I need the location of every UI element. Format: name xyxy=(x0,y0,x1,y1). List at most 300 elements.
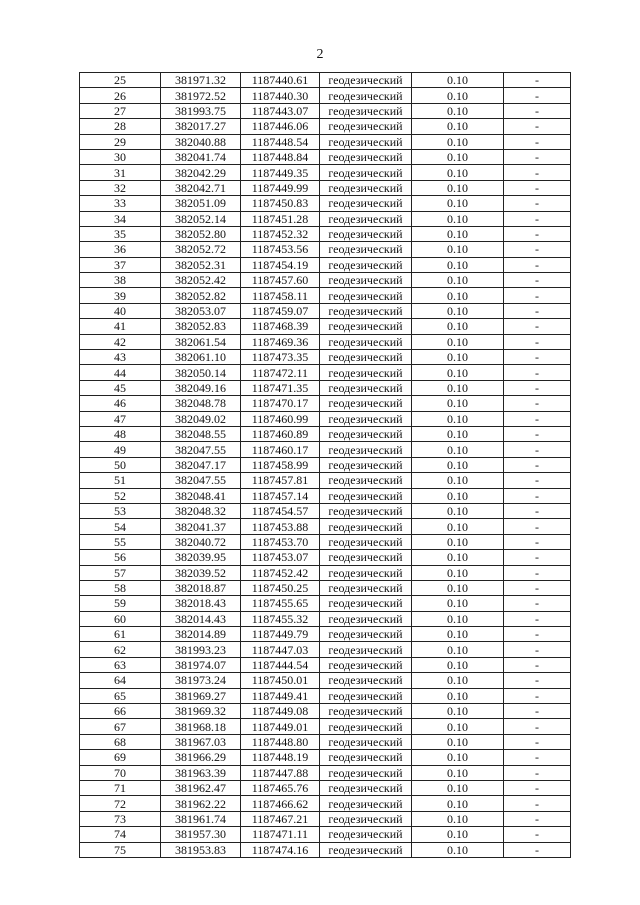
table-row xyxy=(80,565,571,580)
table-row xyxy=(80,750,571,765)
accuracy-cell: 0.10 xyxy=(412,273,504,288)
x-coordinate-cell: 382041.37 xyxy=(161,519,241,534)
table-row xyxy=(80,103,571,118)
method-cell: геодезический xyxy=(320,134,412,149)
table-row xyxy=(80,149,571,164)
accuracy-cell: 0.10 xyxy=(412,149,504,164)
y-coordinate-cell: 1187460.17 xyxy=(241,442,320,457)
method-cell: геодезический xyxy=(320,627,412,642)
accuracy-cell: 0.10 xyxy=(412,180,504,195)
accuracy-cell: 0.10 xyxy=(412,842,504,857)
table-row xyxy=(80,319,571,334)
accuracy-cell: 0.10 xyxy=(412,550,504,565)
x-coordinate-cell: 382052.80 xyxy=(161,226,241,241)
method-cell: геодезический xyxy=(320,442,412,457)
x-coordinate-cell: 382052.83 xyxy=(161,319,241,334)
y-coordinate-cell: 1187473.35 xyxy=(241,350,320,365)
method-cell: геодезический xyxy=(320,688,412,703)
table-row xyxy=(80,226,571,241)
table-row xyxy=(80,119,571,134)
table-row xyxy=(80,580,571,595)
accuracy-cell: 0.10 xyxy=(412,780,504,795)
y-coordinate-cell: 1187466.62 xyxy=(241,796,320,811)
method-cell: геодезический xyxy=(320,580,412,595)
method-cell: геодезический xyxy=(320,350,412,365)
x-coordinate-cell: 381967.03 xyxy=(161,734,241,749)
y-coordinate-cell: 1187449.01 xyxy=(241,719,320,734)
note-cell: - xyxy=(504,550,571,565)
method-cell: геодезический xyxy=(320,565,412,580)
accuracy-cell: 0.10 xyxy=(412,319,504,334)
table-row xyxy=(80,396,571,411)
y-coordinate-cell: 1187440.61 xyxy=(241,73,320,88)
y-coordinate-cell: 1187474.16 xyxy=(241,842,320,857)
table-row xyxy=(80,88,571,103)
table-row xyxy=(80,165,571,180)
point-number-cell: 52 xyxy=(80,488,161,503)
table-row xyxy=(80,642,571,657)
accuracy-cell: 0.10 xyxy=(412,596,504,611)
y-coordinate-cell: 1187457.81 xyxy=(241,473,320,488)
note-cell: - xyxy=(504,196,571,211)
note-cell: - xyxy=(504,103,571,118)
note-cell: - xyxy=(504,442,571,457)
y-coordinate-cell: 1187449.08 xyxy=(241,704,320,719)
point-number-cell: 31 xyxy=(80,165,161,180)
x-coordinate-cell: 382048.78 xyxy=(161,396,241,411)
x-coordinate-cell: 382048.41 xyxy=(161,488,241,503)
method-cell: геодезический xyxy=(320,827,412,842)
method-cell: геодезический xyxy=(320,673,412,688)
x-coordinate-cell: 382052.72 xyxy=(161,242,241,257)
y-coordinate-cell: 1187449.79 xyxy=(241,627,320,642)
table-row xyxy=(80,534,571,549)
accuracy-cell: 0.10 xyxy=(412,811,504,826)
x-coordinate-cell: 381972.52 xyxy=(161,88,241,103)
x-coordinate-cell: 381993.23 xyxy=(161,642,241,657)
x-coordinate-cell: 382047.17 xyxy=(161,457,241,472)
table-row xyxy=(80,719,571,734)
y-coordinate-cell: 1187469.36 xyxy=(241,334,320,349)
table-row xyxy=(80,411,571,426)
method-cell: геодезический xyxy=(320,780,412,795)
y-coordinate-cell: 1187453.88 xyxy=(241,519,320,534)
point-number-cell: 38 xyxy=(80,273,161,288)
table-row xyxy=(80,426,571,441)
x-coordinate-cell: 382040.72 xyxy=(161,534,241,549)
point-number-cell: 47 xyxy=(80,411,161,426)
accuracy-cell: 0.10 xyxy=(412,88,504,103)
accuracy-cell: 0.10 xyxy=(412,242,504,257)
point-number-cell: 60 xyxy=(80,611,161,626)
method-cell: геодезический xyxy=(320,88,412,103)
method-cell: геодезический xyxy=(320,180,412,195)
method-cell: геодезический xyxy=(320,103,412,118)
point-number-cell: 43 xyxy=(80,350,161,365)
accuracy-cell: 0.10 xyxy=(412,827,504,842)
x-coordinate-cell: 382018.87 xyxy=(161,580,241,595)
table-row xyxy=(80,211,571,226)
accuracy-cell: 0.10 xyxy=(412,196,504,211)
x-coordinate-cell: 382040.88 xyxy=(161,134,241,149)
note-cell: - xyxy=(504,319,571,334)
method-cell: геодезический xyxy=(320,734,412,749)
method-cell: геодезический xyxy=(320,534,412,549)
x-coordinate-cell: 381974.07 xyxy=(161,657,241,672)
table-row xyxy=(80,365,571,380)
point-number-cell: 32 xyxy=(80,180,161,195)
point-number-cell: 45 xyxy=(80,380,161,395)
y-coordinate-cell: 1187450.83 xyxy=(241,196,320,211)
accuracy-cell: 0.10 xyxy=(412,365,504,380)
point-number-cell: 64 xyxy=(80,673,161,688)
note-cell: - xyxy=(504,534,571,549)
y-coordinate-cell: 1187459.07 xyxy=(241,303,320,318)
point-number-cell: 26 xyxy=(80,88,161,103)
method-cell: геодезический xyxy=(320,380,412,395)
note-cell: - xyxy=(504,288,571,303)
x-coordinate-cell: 381962.22 xyxy=(161,796,241,811)
y-coordinate-cell: 1187453.56 xyxy=(241,242,320,257)
x-coordinate-cell: 382051.09 xyxy=(161,196,241,211)
point-number-cell: 34 xyxy=(80,211,161,226)
point-number-cell: 59 xyxy=(80,596,161,611)
accuracy-cell: 0.10 xyxy=(412,457,504,472)
accuracy-cell: 0.10 xyxy=(412,350,504,365)
table-row xyxy=(80,488,571,503)
method-cell: геодезический xyxy=(320,119,412,134)
point-number-cell: 67 xyxy=(80,719,161,734)
table-row xyxy=(80,519,571,534)
table-row xyxy=(80,350,571,365)
method-cell: геодезический xyxy=(320,165,412,180)
table-row xyxy=(80,704,571,719)
point-number-cell: 40 xyxy=(80,303,161,318)
x-coordinate-cell: 381971.32 xyxy=(161,73,241,88)
accuracy-cell: 0.10 xyxy=(412,627,504,642)
note-cell: - xyxy=(504,488,571,503)
x-coordinate-cell: 382041.74 xyxy=(161,149,241,164)
accuracy-cell: 0.10 xyxy=(412,226,504,241)
y-coordinate-cell: 1187449.35 xyxy=(241,165,320,180)
accuracy-cell: 0.10 xyxy=(412,473,504,488)
x-coordinate-cell: 382047.55 xyxy=(161,473,241,488)
note-cell: - xyxy=(504,88,571,103)
point-number-cell: 46 xyxy=(80,396,161,411)
point-number-cell: 66 xyxy=(80,704,161,719)
note-cell: - xyxy=(504,334,571,349)
point-number-cell: 68 xyxy=(80,734,161,749)
method-cell: геодезический xyxy=(320,457,412,472)
table-row xyxy=(80,288,571,303)
note-cell: - xyxy=(504,473,571,488)
page-number: 2 xyxy=(316,47,324,62)
x-coordinate-cell: 382061.54 xyxy=(161,334,241,349)
method-cell: геодезический xyxy=(320,426,412,441)
note-cell: - xyxy=(504,704,571,719)
x-coordinate-cell: 381953.83 xyxy=(161,842,241,857)
y-coordinate-cell: 1187455.32 xyxy=(241,611,320,626)
x-coordinate-cell: 382039.52 xyxy=(161,565,241,580)
note-cell: - xyxy=(504,257,571,272)
accuracy-cell: 0.10 xyxy=(412,134,504,149)
table-row xyxy=(80,257,571,272)
y-coordinate-cell: 1187457.14 xyxy=(241,488,320,503)
note-cell: - xyxy=(504,242,571,257)
table-row xyxy=(80,796,571,811)
y-coordinate-cell: 1187454.19 xyxy=(241,257,320,272)
x-coordinate-cell: 381962.47 xyxy=(161,780,241,795)
point-number-cell: 63 xyxy=(80,657,161,672)
point-number-cell: 74 xyxy=(80,827,161,842)
accuracy-cell: 0.10 xyxy=(412,165,504,180)
table-row xyxy=(80,780,571,795)
x-coordinate-cell: 382042.29 xyxy=(161,165,241,180)
y-coordinate-cell: 1187468.39 xyxy=(241,319,320,334)
y-coordinate-cell: 1187449.41 xyxy=(241,688,320,703)
method-cell: геодезический xyxy=(320,642,412,657)
note-cell: - xyxy=(504,457,571,472)
x-coordinate-cell: 382048.32 xyxy=(161,503,241,518)
method-cell: геодезический xyxy=(320,842,412,857)
table-row xyxy=(80,611,571,626)
x-coordinate-cell: 382050.14 xyxy=(161,365,241,380)
note-cell: - xyxy=(504,119,571,134)
table-row xyxy=(80,827,571,842)
coordinates-table-body xyxy=(80,73,571,858)
point-number-cell: 50 xyxy=(80,457,161,472)
method-cell: геодезический xyxy=(320,473,412,488)
note-cell: - xyxy=(504,365,571,380)
accuracy-cell: 0.10 xyxy=(412,288,504,303)
x-coordinate-cell: 381968.18 xyxy=(161,719,241,734)
table-row xyxy=(80,657,571,672)
accuracy-cell: 0.10 xyxy=(412,488,504,503)
y-coordinate-cell: 1187458.11 xyxy=(241,288,320,303)
note-cell: - xyxy=(504,596,571,611)
point-number-cell: 71 xyxy=(80,780,161,795)
method-cell: геодезический xyxy=(320,149,412,164)
point-number-cell: 42 xyxy=(80,334,161,349)
x-coordinate-cell: 382049.02 xyxy=(161,411,241,426)
x-coordinate-cell: 382052.42 xyxy=(161,273,241,288)
point-number-cell: 41 xyxy=(80,319,161,334)
y-coordinate-cell: 1187460.99 xyxy=(241,411,320,426)
note-cell: - xyxy=(504,350,571,365)
table-row xyxy=(80,380,571,395)
accuracy-cell: 0.10 xyxy=(412,119,504,134)
x-coordinate-cell: 382049.16 xyxy=(161,380,241,395)
y-coordinate-cell: 1187440.30 xyxy=(241,88,320,103)
accuracy-cell: 0.10 xyxy=(412,380,504,395)
accuracy-cell: 0.10 xyxy=(412,580,504,595)
x-coordinate-cell: 382014.43 xyxy=(161,611,241,626)
table-row xyxy=(80,73,571,88)
note-cell: - xyxy=(504,734,571,749)
x-coordinate-cell: 381993.75 xyxy=(161,103,241,118)
table-row xyxy=(80,765,571,780)
note-cell: - xyxy=(504,211,571,226)
point-number-cell: 27 xyxy=(80,103,161,118)
point-number-cell: 33 xyxy=(80,196,161,211)
x-coordinate-cell: 381973.24 xyxy=(161,673,241,688)
note-cell: - xyxy=(504,134,571,149)
y-coordinate-cell: 1187453.07 xyxy=(241,550,320,565)
point-number-cell: 56 xyxy=(80,550,161,565)
method-cell: геодезический xyxy=(320,765,412,780)
x-coordinate-cell: 381966.29 xyxy=(161,750,241,765)
coordinates-table xyxy=(79,72,571,858)
note-cell: - xyxy=(504,149,571,164)
x-coordinate-cell: 382053.07 xyxy=(161,303,241,318)
note-cell: - xyxy=(504,611,571,626)
accuracy-cell: 0.10 xyxy=(412,519,504,534)
accuracy-cell: 0.10 xyxy=(412,303,504,318)
table-row xyxy=(80,688,571,703)
y-coordinate-cell: 1187444.54 xyxy=(241,657,320,672)
y-coordinate-cell: 1187471.11 xyxy=(241,827,320,842)
method-cell: геодезический xyxy=(320,334,412,349)
table-row xyxy=(80,273,571,288)
method-cell: геодезический xyxy=(320,719,412,734)
y-coordinate-cell: 1187458.99 xyxy=(241,457,320,472)
note-cell: - xyxy=(504,580,571,595)
x-coordinate-cell: 382018.43 xyxy=(161,596,241,611)
x-coordinate-cell: 382014.89 xyxy=(161,627,241,642)
method-cell: геодезический xyxy=(320,73,412,88)
method-cell: геодезический xyxy=(320,596,412,611)
method-cell: геодезический xyxy=(320,257,412,272)
accuracy-cell: 0.10 xyxy=(412,611,504,626)
accuracy-cell: 0.10 xyxy=(412,103,504,118)
point-number-cell: 37 xyxy=(80,257,161,272)
table-row xyxy=(80,734,571,749)
x-coordinate-cell: 381961.74 xyxy=(161,811,241,826)
method-cell: геодезический xyxy=(320,811,412,826)
note-cell: - xyxy=(504,426,571,441)
point-number-cell: 70 xyxy=(80,765,161,780)
note-cell: - xyxy=(504,642,571,657)
note-cell: - xyxy=(504,842,571,857)
y-coordinate-cell: 1187448.54 xyxy=(241,134,320,149)
accuracy-cell: 0.10 xyxy=(412,657,504,672)
note-cell: - xyxy=(504,796,571,811)
accuracy-cell: 0.10 xyxy=(412,565,504,580)
y-coordinate-cell: 1187452.42 xyxy=(241,565,320,580)
y-coordinate-cell: 1187446.06 xyxy=(241,119,320,134)
point-number-cell: 57 xyxy=(80,565,161,580)
point-number-cell: 62 xyxy=(80,642,161,657)
note-cell: - xyxy=(504,165,571,180)
method-cell: геодезический xyxy=(320,488,412,503)
accuracy-cell: 0.10 xyxy=(412,673,504,688)
note-cell: - xyxy=(504,673,571,688)
point-number-cell: 65 xyxy=(80,688,161,703)
accuracy-cell: 0.10 xyxy=(412,257,504,272)
accuracy-cell: 0.10 xyxy=(412,765,504,780)
method-cell: геодезический xyxy=(320,196,412,211)
method-cell: геодезический xyxy=(320,396,412,411)
point-number-cell: 39 xyxy=(80,288,161,303)
point-number-cell: 28 xyxy=(80,119,161,134)
note-cell: - xyxy=(504,750,571,765)
note-cell: - xyxy=(504,273,571,288)
note-cell: - xyxy=(504,73,571,88)
point-number-cell: 49 xyxy=(80,442,161,457)
note-cell: - xyxy=(504,411,571,426)
x-coordinate-cell: 382048.55 xyxy=(161,426,241,441)
point-number-cell: 69 xyxy=(80,750,161,765)
x-coordinate-cell: 381969.32 xyxy=(161,704,241,719)
note-cell: - xyxy=(504,226,571,241)
point-number-cell: 29 xyxy=(80,134,161,149)
method-cell: геодезический xyxy=(320,796,412,811)
point-number-cell: 44 xyxy=(80,365,161,380)
method-cell: геодезический xyxy=(320,750,412,765)
table-row xyxy=(80,196,571,211)
x-coordinate-cell: 382042.71 xyxy=(161,180,241,195)
point-number-cell: 48 xyxy=(80,426,161,441)
note-cell: - xyxy=(504,380,571,395)
note-cell: - xyxy=(504,396,571,411)
y-coordinate-cell: 1187451.28 xyxy=(241,211,320,226)
table-row xyxy=(80,550,571,565)
note-cell: - xyxy=(504,765,571,780)
x-coordinate-cell: 381969.27 xyxy=(161,688,241,703)
method-cell: геодезический xyxy=(320,211,412,226)
table-row xyxy=(80,334,571,349)
y-coordinate-cell: 1187465.76 xyxy=(241,780,320,795)
accuracy-cell: 0.10 xyxy=(412,750,504,765)
accuracy-cell: 0.10 xyxy=(412,334,504,349)
method-cell: геодезический xyxy=(320,503,412,518)
method-cell: геодезический xyxy=(320,319,412,334)
x-coordinate-cell: 382052.82 xyxy=(161,288,241,303)
method-cell: геодезический xyxy=(320,657,412,672)
x-coordinate-cell: 382052.31 xyxy=(161,257,241,272)
x-coordinate-cell: 382017.27 xyxy=(161,119,241,134)
accuracy-cell: 0.10 xyxy=(412,688,504,703)
table-row xyxy=(80,811,571,826)
table-row xyxy=(80,842,571,857)
accuracy-cell: 0.10 xyxy=(412,211,504,226)
y-coordinate-cell: 1187472.11 xyxy=(241,365,320,380)
y-coordinate-cell: 1187467.21 xyxy=(241,811,320,826)
note-cell: - xyxy=(504,811,571,826)
y-coordinate-cell: 1187471.35 xyxy=(241,380,320,395)
table-row xyxy=(80,627,571,642)
point-number-cell: 75 xyxy=(80,842,161,857)
x-coordinate-cell: 382061.10 xyxy=(161,350,241,365)
method-cell: геодезический xyxy=(320,611,412,626)
point-number-cell: 30 xyxy=(80,149,161,164)
point-number-cell: 55 xyxy=(80,534,161,549)
point-number-cell: 25 xyxy=(80,73,161,88)
accuracy-cell: 0.10 xyxy=(412,503,504,518)
table-row xyxy=(80,457,571,472)
y-coordinate-cell: 1187450.01 xyxy=(241,673,320,688)
y-coordinate-cell: 1187443.07 xyxy=(241,103,320,118)
y-coordinate-cell: 1187470.17 xyxy=(241,396,320,411)
point-number-cell: 51 xyxy=(80,473,161,488)
y-coordinate-cell: 1187448.19 xyxy=(241,750,320,765)
table-row xyxy=(80,134,571,149)
x-coordinate-cell: 382039.95 xyxy=(161,550,241,565)
y-coordinate-cell: 1187457.60 xyxy=(241,273,320,288)
point-number-cell: 61 xyxy=(80,627,161,642)
method-cell: геодезический xyxy=(320,704,412,719)
note-cell: - xyxy=(504,780,571,795)
